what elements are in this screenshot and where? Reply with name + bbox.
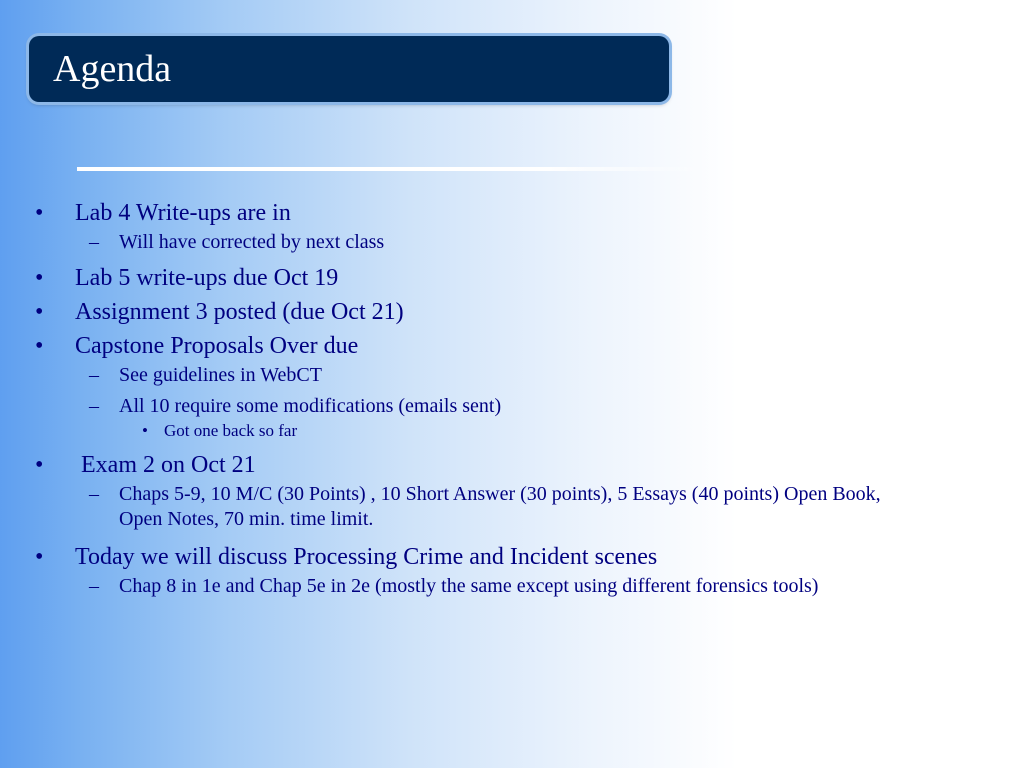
bullet-item	[0, 295, 1024, 329]
sub-bullet-text: All 10 require some modifications (emails sent)	[119, 395, 502, 417]
sub-sub-bullet-item	[0, 419, 1024, 442]
bullet-text: Capstone Proposals Over due	[75, 333, 359, 359]
sub-sub-bullet-marker: •	[142, 421, 148, 440]
bullet-item	[0, 261, 1024, 295]
title-bar	[29, 36, 669, 102]
bullet-text: Today we will discuss Processing Crime and Incident scenes	[75, 544, 658, 570]
bullet-text: Exam 2 on Oct 21	[75, 452, 256, 478]
bullet-text: Assignment 3 posted (due Oct 21)	[75, 299, 404, 325]
sub-bullet-item	[0, 230, 1024, 255]
bullet-marker: •	[35, 265, 44, 291]
slide-title: Agenda	[53, 48, 172, 90]
sub-bullet-item	[0, 363, 1024, 388]
sub-bullet-marker: –	[89, 364, 99, 386]
title-divider	[77, 167, 707, 171]
sub-bullet-item	[0, 574, 1024, 599]
bullet-text: Lab 4 Write-ups are in	[75, 200, 291, 226]
sub-bullet-text: See guidelines in WebCT	[119, 364, 322, 386]
sub-bullet-marker: –	[89, 483, 99, 505]
bullet-list	[0, 196, 1024, 599]
sub-bullet-item	[0, 394, 1024, 419]
sub-bullet-marker: –	[89, 575, 99, 597]
bullet-marker: •	[35, 200, 44, 226]
sub-bullet-marker: –	[89, 395, 99, 417]
bullet-text: Lab 5 write-ups due Oct 19	[75, 265, 339, 291]
sub-bullet-marker: –	[89, 231, 99, 253]
bullet-marker: •	[35, 299, 44, 325]
bullet-item	[0, 196, 1024, 230]
bullet-marker: •	[35, 333, 44, 359]
sub-bullet-text: Will have corrected by next class	[119, 231, 385, 253]
bullet-marker: •	[35, 544, 44, 570]
bullet-item	[0, 329, 1024, 363]
bullet-item	[0, 540, 1024, 574]
sub-bullet-text: Chaps 5-9, 10 M/C (30 Points) , 10 Short Answer (30 points), 5 Essays (40 points) Open Book, Open Notes, 70 min. time limit.	[119, 483, 881, 530]
bullet-item	[0, 448, 1024, 482]
sub-bullet-text: Chap 8 in 1e and Chap 5e in 2e (mostly the same except using different forensics tools)	[119, 575, 819, 597]
sub-bullet-item	[0, 482, 1024, 532]
sub-sub-bullet-text: Got one back so far	[164, 421, 298, 440]
bullet-marker: •	[35, 452, 44, 478]
